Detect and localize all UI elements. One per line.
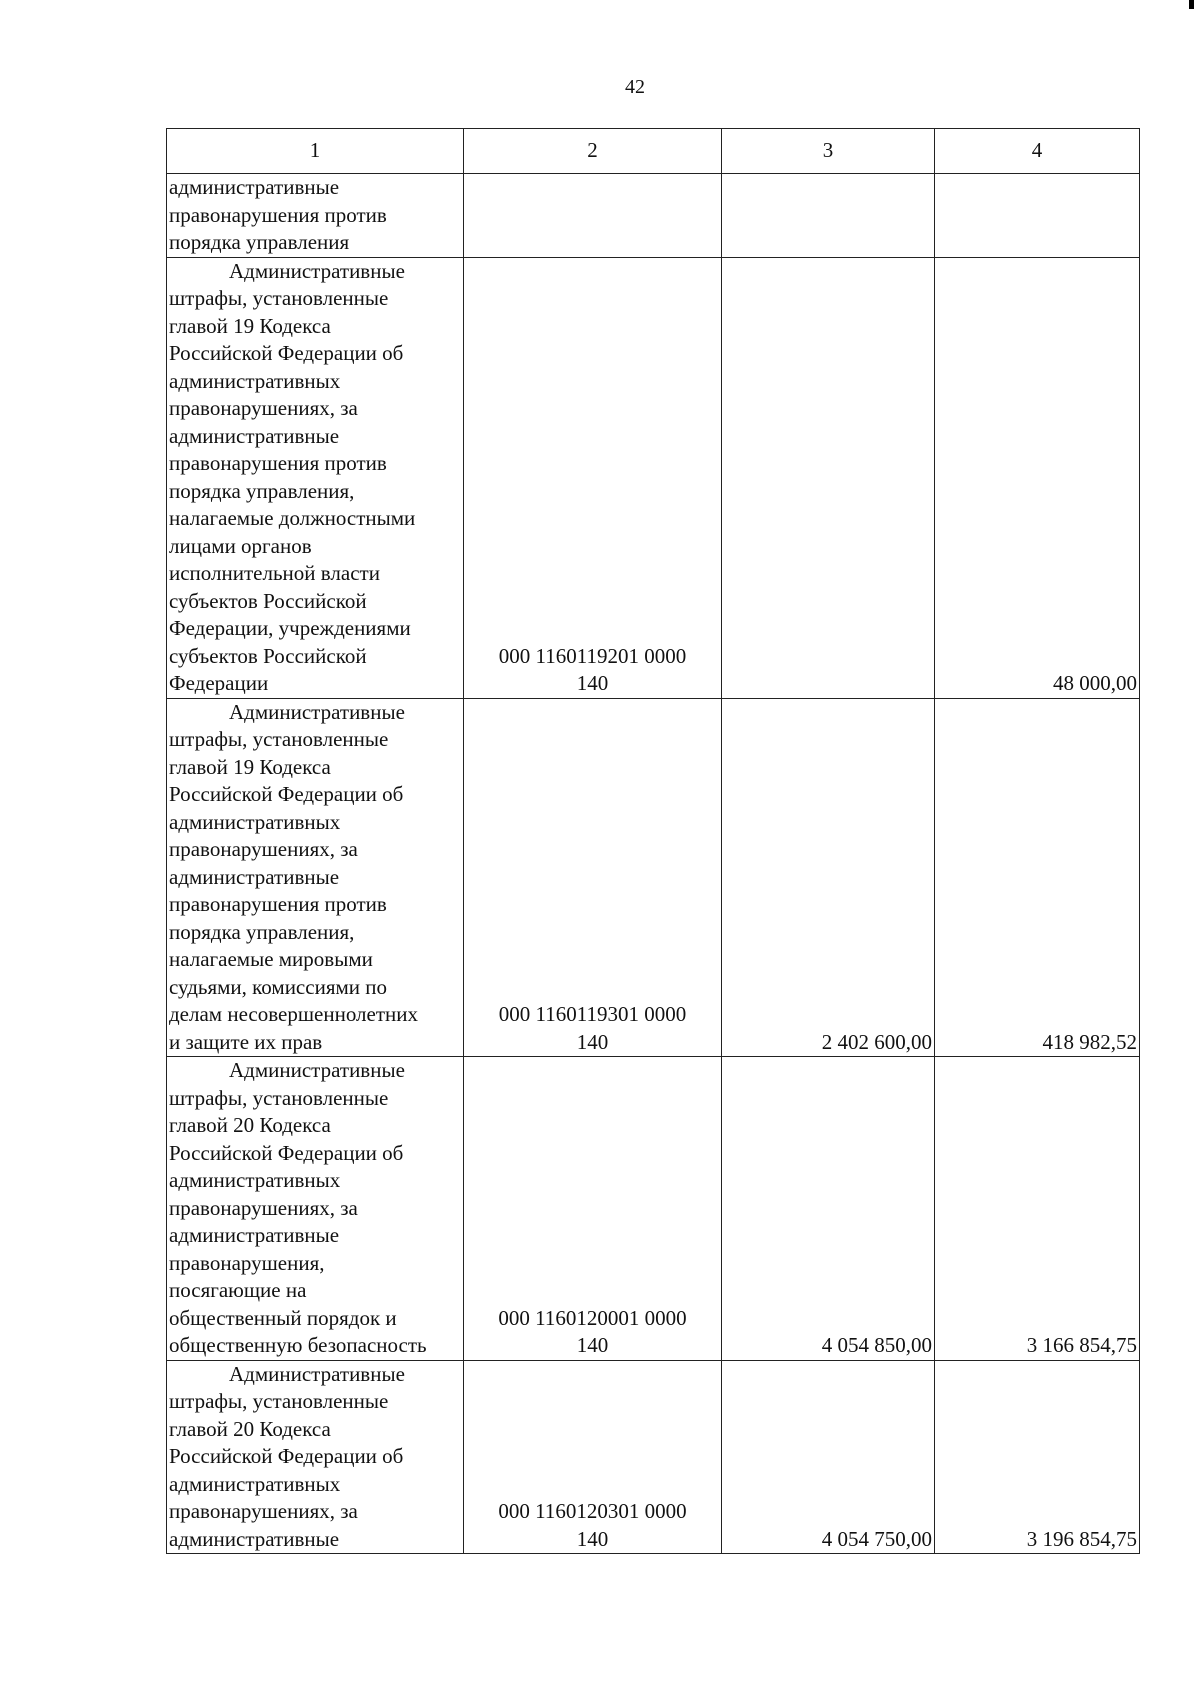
code-cell xyxy=(464,1057,722,1361)
header-cell: 4 xyxy=(935,129,1140,174)
description-line: правонарушения против xyxy=(169,892,387,916)
table-header-row xyxy=(167,129,1140,174)
description-line: Административные xyxy=(229,699,405,724)
actual-amount-cell: 3 196 854,75 xyxy=(935,1360,1140,1554)
description-line: административные xyxy=(169,1526,340,1551)
description-line: главой 19 Кодекса xyxy=(169,313,331,338)
description-line: штрафы, установленные xyxy=(169,727,389,751)
plan-amount-cell xyxy=(722,174,935,258)
description-line: административных xyxy=(169,368,341,393)
table-body xyxy=(167,129,1140,1554)
description-line: общественный порядок и xyxy=(169,1305,397,1330)
actual-amount-cell: 48 000,00 xyxy=(935,257,1140,698)
code-line: 140 xyxy=(576,671,609,695)
description-line: правонарушения, xyxy=(169,1250,325,1275)
header-cell: 2 xyxy=(464,129,722,174)
description-cell xyxy=(167,174,464,258)
description-line: Федерации xyxy=(169,671,269,695)
actual-amount-cell: 3 166 854,75 xyxy=(935,1057,1140,1361)
description-line: штрафы, установленные xyxy=(169,1389,389,1413)
page-number: 42 xyxy=(625,76,645,98)
code-line: 000 1160120301 0000 xyxy=(498,1499,687,1523)
description-line: делам несовершеннолетних xyxy=(169,1002,419,1026)
description-line: главой 19 Кодекса xyxy=(169,754,331,779)
description-line: правонарушениях, за xyxy=(169,1195,358,1220)
description-line: налагаемые должностными xyxy=(169,506,416,530)
description-line: правонарушениях, за xyxy=(169,1499,358,1523)
description-line: Российской Федерации об xyxy=(169,341,404,365)
description-line: посягающие на xyxy=(169,1278,307,1302)
table-row xyxy=(167,257,1140,698)
description-line: административные xyxy=(169,175,340,199)
code-cell xyxy=(464,257,722,698)
description-cell xyxy=(167,698,464,1057)
description-cell xyxy=(167,1057,464,1361)
plan-amount-cell xyxy=(722,257,935,698)
table-row xyxy=(167,1057,1140,1361)
header-cell: 1 xyxy=(167,129,464,174)
description-line: административные xyxy=(169,423,340,448)
description-line: административных xyxy=(169,1471,341,1496)
description-line: лицами органов xyxy=(169,533,312,558)
description-cell xyxy=(167,257,464,698)
code-line: 000 1160120001 0000 xyxy=(498,1305,687,1330)
description-line: налагаемые мировыми xyxy=(169,947,373,971)
code-cell xyxy=(464,174,722,258)
description-line: исполнительной власти xyxy=(169,561,380,585)
description-line: штрафы, установленные xyxy=(169,286,389,310)
code-cell xyxy=(464,1360,722,1554)
description-line: Российской Федерации об xyxy=(169,1140,404,1165)
code-line: 000 1160119301 0000 xyxy=(498,1002,687,1026)
description-line: порядка управления, xyxy=(169,478,355,503)
description-line: правонарушениях, за xyxy=(169,837,358,861)
code-cell xyxy=(464,698,722,1057)
budget-table xyxy=(166,128,1140,1554)
description-line: и защите их прав xyxy=(169,1029,323,1054)
description-line: административные xyxy=(169,864,340,889)
scan-edge-mark xyxy=(1189,0,1194,9)
description-line: административных xyxy=(169,809,341,834)
table-row xyxy=(167,174,1140,258)
description-line: порядка управления xyxy=(169,230,350,254)
code-line: 140 xyxy=(576,1029,609,1054)
header-cell: 3 xyxy=(722,129,935,174)
plan-amount-cell: 4 054 750,00 xyxy=(722,1360,935,1554)
description-line: правонарушения против xyxy=(169,451,387,475)
description-line: общественную безопасность xyxy=(169,1333,427,1357)
description-line: Российской Федерации об xyxy=(169,1444,404,1468)
description-cell xyxy=(167,1360,464,1554)
description-line: субъектов Российской xyxy=(169,643,367,668)
description-line: Административные xyxy=(229,258,405,283)
description-line: Федерации, учреждениями xyxy=(169,616,411,640)
table-row xyxy=(167,698,1140,1057)
code-line: 140 xyxy=(576,1526,609,1551)
description-line: правонарушения против xyxy=(169,202,387,227)
actual-amount-cell: 418 982,52 xyxy=(935,698,1140,1057)
description-line: Административные xyxy=(229,1058,405,1082)
code-line: 000 1160119201 0000 xyxy=(498,643,687,668)
description-line: административных xyxy=(169,1168,341,1192)
description-line: главой 20 Кодекса xyxy=(169,1416,331,1441)
description-line: главой 20 Кодекса xyxy=(169,1113,331,1137)
description-line: правонарушениях, за xyxy=(169,396,358,420)
code-line: 140 xyxy=(576,1333,609,1357)
description-line: порядка управления, xyxy=(169,919,355,944)
actual-amount-cell xyxy=(935,174,1140,258)
table-row xyxy=(167,1360,1140,1554)
description-line: Административные xyxy=(229,1361,405,1386)
plan-amount-cell: 4 054 850,00 xyxy=(722,1057,935,1361)
description-line: субъектов Российской xyxy=(169,588,367,613)
description-line: штрафы, установленные xyxy=(169,1085,389,1110)
description-line: административные xyxy=(169,1223,340,1247)
plan-amount-cell: 2 402 600,00 xyxy=(722,698,935,1057)
description-line: судьями, комиссиями по xyxy=(169,974,387,999)
description-line: Российской Федерации об xyxy=(169,782,404,806)
